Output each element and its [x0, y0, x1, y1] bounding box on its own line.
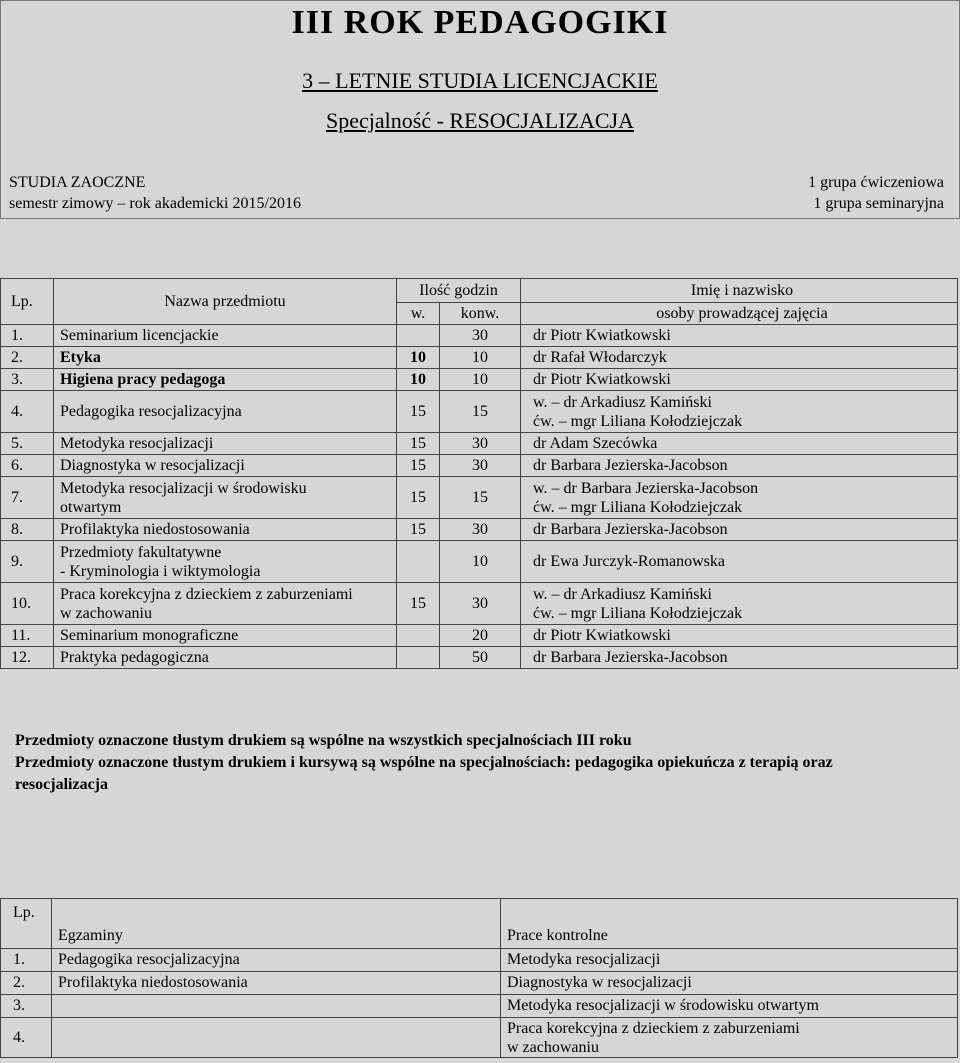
paper-subject: Metodyka resocjalizacji w środowisku otwartym — [501, 995, 958, 1018]
row-lp: 2. — [1, 347, 54, 369]
table-row — [1, 369, 958, 391]
conversatory-hours: 15 — [440, 477, 521, 519]
row-lp: 1. — [1, 325, 54, 347]
exam-subject: Pedagogika resocjalizacyjna — [52, 949, 501, 972]
row-lp: 6. — [1, 455, 54, 477]
lecture-hours: 15 — [397, 583, 440, 625]
subjects-table — [0, 278, 958, 669]
lecture-hours: 15 — [397, 455, 440, 477]
group-info — [808, 172, 944, 214]
table-row — [1, 583, 958, 625]
lecturer-lecture: w. – dr Arkadiusz Kamiński — [533, 585, 712, 603]
header-lp: Lp. — [1, 279, 54, 325]
lecturer — [521, 477, 958, 519]
lecture-hours — [397, 325, 440, 347]
conversatory-hours: 10 — [440, 541, 521, 583]
exams-header-papers: Prace kontrolne — [501, 899, 958, 949]
lecturer: dr Barbara Jezierska-Jacobson — [521, 647, 958, 669]
lecturer: dr Barbara Jezierska-Jacobson — [521, 519, 958, 541]
subject-name: Pedagogika resocjalizacyjna — [54, 391, 397, 433]
lecture-hours: 15 — [397, 391, 440, 433]
conversatory-hours: 50 — [440, 647, 521, 669]
lecturer: dr Ewa Jurczyk-Romanowska — [521, 541, 958, 583]
lecture-hours — [397, 541, 440, 583]
exams-header-lp: Lp. — [1, 899, 52, 949]
subject-name-line2: otwartym — [60, 498, 122, 516]
conversatory-hours: 10 — [440, 369, 521, 391]
note-bold: Przedmioty oznaczone tłustym drukiem są wspólne na wszystkich specjalnościach III roku — [15, 732, 632, 749]
lecturer: dr Barbara Jezierska-Jacobson — [521, 455, 958, 477]
row-lp: 10. — [1, 583, 54, 625]
subject-name: Diagnostyka w resocjalizacji — [54, 455, 397, 477]
table-row — [1, 325, 958, 347]
lecturer: dr Piotr Kwiatkowski — [521, 369, 958, 391]
lecture-hours: 15 — [397, 477, 440, 519]
paper-subject-line1: Praca korekcyjna z dzieckiem z zaburzeniami — [507, 1019, 800, 1037]
table-row — [1, 455, 958, 477]
lecturer: dr Rafał Włodarczyk — [521, 347, 958, 369]
exercise-groups: 1 grupa ćwiczeniowa — [808, 174, 944, 191]
paper-subject-line2: w zachowaniu — [507, 1038, 599, 1056]
exam-subject — [52, 1018, 501, 1058]
subject-name-line2: - Kryminologia i wiktymologia — [60, 562, 261, 580]
lecturer-lecture: w. – dr Barbara Jezierska-Jacobson — [533, 479, 759, 497]
table-row — [1, 347, 958, 369]
notes — [15, 730, 915, 796]
row-lp: 2. — [1, 972, 52, 995]
subject-name — [54, 541, 397, 583]
lecturer — [521, 583, 958, 625]
subject-name-line1: Praca korekcyjna z dzieckiem z zaburzeniami — [60, 585, 353, 603]
lecturer: dr Piotr Kwiatkowski — [521, 325, 958, 347]
lecturer-lecture: w. – dr Arkadiusz Kamiński — [533, 393, 712, 411]
lecture-hours: 15 — [397, 433, 440, 455]
lecture-hours: 10 — [397, 347, 440, 369]
row-lp: 3. — [1, 369, 54, 391]
lecture-hours — [397, 647, 440, 669]
subject-name: Metodyka resocjalizacji — [54, 433, 397, 455]
lecturer-exercise: ćw. – mgr Liliana Kołodziejczak — [533, 604, 743, 622]
row-lp: 8. — [1, 519, 54, 541]
lecturer-exercise: ćw. – mgr Liliana Kołodziejczak — [533, 412, 743, 430]
conversatory-hours: 15 — [440, 391, 521, 433]
exams-header-exams: Egzaminy — [52, 899, 501, 949]
conversatory-hours: 30 — [440, 325, 521, 347]
seminar-groups: 1 grupa seminaryjna — [813, 195, 944, 212]
page-subtitle: 3 – LETNIE STUDIA LICENCJACKIE — [302, 68, 658, 93]
semester-info: semestr zimowy – rok akademicki 2015/2016 — [9, 195, 301, 212]
lecturer-exercise: ćw. – mgr Liliana Kołodziejczak — [533, 498, 743, 516]
header-lecture-hours: w. — [397, 303, 440, 325]
conversatory-hours: 30 — [440, 433, 521, 455]
conversatory-hours: 30 — [440, 519, 521, 541]
row-lp: 3. — [1, 995, 52, 1018]
row-lp: 12. — [1, 647, 54, 669]
paper-subject: Diagnostyka w resocjalizacji — [501, 972, 958, 995]
header-lecturer: Imię i nazwisko — [521, 279, 958, 303]
row-lp: 4. — [1, 1018, 52, 1058]
table-row — [1, 519, 958, 541]
header-hours: Ilość godzin — [397, 279, 521, 303]
subject-name: Seminarium monograficzne — [54, 625, 397, 647]
row-lp: 4. — [1, 391, 54, 433]
subject-name — [54, 477, 397, 519]
table-row — [1, 391, 958, 433]
lecture-hours — [397, 625, 440, 647]
study-info — [9, 172, 301, 214]
conversatory-hours: 10 — [440, 347, 521, 369]
subject-name — [54, 583, 397, 625]
table-row — [1, 995, 958, 1018]
subject-name: Praktyka pedagogiczna — [54, 647, 397, 669]
table-row — [1, 1018, 958, 1058]
subject-name-line1: Metodyka resocjalizacji w środowisku — [60, 479, 307, 497]
row-lp: 7. — [1, 477, 54, 519]
note-bold-italic: Przedmioty oznaczone tłustym drukiem i kursywą są wspólne na specjalnościach: pedagogika opiekuńcza z terapią oraz resocjalizacja — [15, 754, 833, 793]
conversatory-hours: 20 — [440, 625, 521, 647]
conversatory-hours: 30 — [440, 455, 521, 477]
table-row — [1, 647, 958, 669]
paper-subject: Metodyka resocjalizacji — [501, 949, 958, 972]
header-subject-name: Nazwa przedmiotu — [54, 279, 397, 325]
lecturer — [521, 391, 958, 433]
subject-name: Profilaktyka niedostosowania — [54, 519, 397, 541]
subject-name-line1: Przedmioty fakultatywne — [60, 543, 222, 561]
specialty-title: Specjalność - RESOCJALIZACJA — [326, 108, 634, 133]
table-row — [1, 433, 958, 455]
exams-table — [0, 898, 958, 1058]
table-row — [1, 625, 958, 647]
subject-name-line2: w zachowaniu — [60, 604, 152, 622]
row-lp: 5. — [1, 433, 54, 455]
header-lecturer-2: osoby prowadzącej zajęcia — [521, 303, 958, 325]
study-mode: STUDIA ZAOCZNE — [9, 174, 146, 191]
paper-subject — [501, 1018, 958, 1058]
table-row — [1, 949, 958, 972]
row-lp: 9. — [1, 541, 54, 583]
subject-name: Etyka — [54, 347, 397, 369]
subject-name: Higiena pracy pedagoga — [54, 369, 397, 391]
lecture-hours: 10 — [397, 369, 440, 391]
conversatory-hours: 30 — [440, 583, 521, 625]
row-lp: 1. — [1, 949, 52, 972]
table-row — [1, 477, 958, 519]
subject-name: Seminarium licencjackie — [54, 325, 397, 347]
table-row — [1, 541, 958, 583]
lecturer: dr Piotr Kwiatkowski — [521, 625, 958, 647]
exam-subject: Profilaktyka niedostosowania — [52, 972, 501, 995]
table-row — [1, 972, 958, 995]
lecturer: dr Adam Szecówka — [521, 433, 958, 455]
header-conversatory-hours: konw. — [440, 303, 521, 325]
row-lp: 11. — [1, 625, 54, 647]
lecture-hours: 15 — [397, 519, 440, 541]
page-title: III ROK PEDAGOGIKI — [291, 4, 669, 41]
exam-subject — [52, 995, 501, 1018]
